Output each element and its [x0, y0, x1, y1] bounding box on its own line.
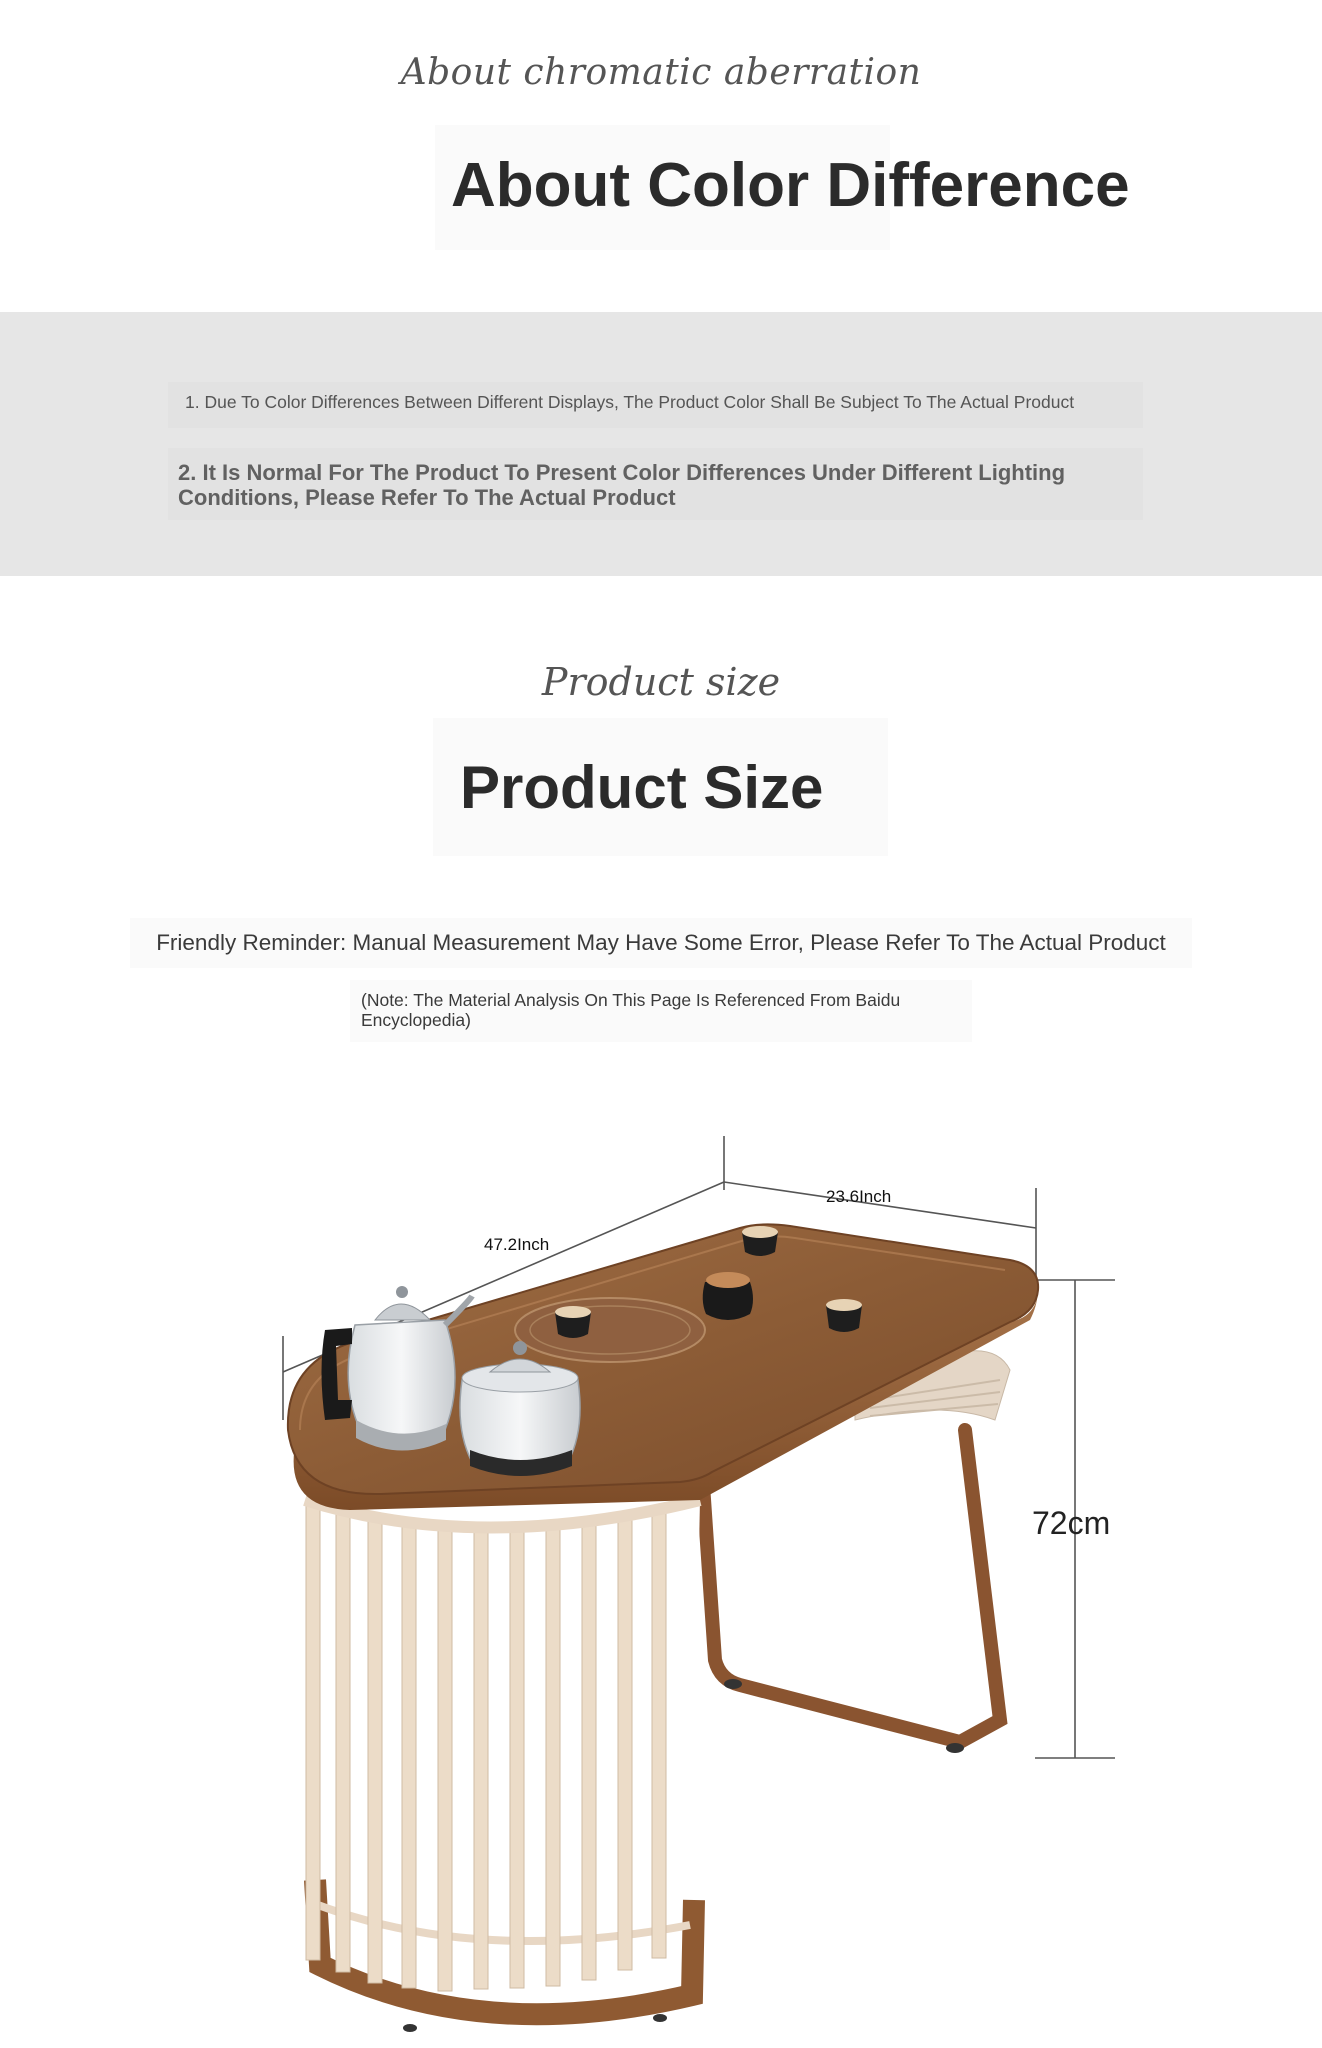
- tea-caddy: [703, 1272, 753, 1320]
- color-note-1: 1. Due To Color Differences Between Different Displays, The Product Color Shall Be Subject To The Actual Product: [185, 392, 1075, 412]
- script-heading-product-size: Product size: [541, 660, 781, 704]
- dimension-width-label: 23.6Inch: [826, 1187, 892, 1206]
- measurement-reminder: Friendly Reminder: Manual Measurement May Have Some Error, Please Refer To The Actual Product: [156, 930, 1166, 955]
- product-illustration: [0, 1090, 1322, 2048]
- notice-band: [0, 312, 1322, 576]
- dimension-length-label: 47.2Inch: [484, 1235, 550, 1254]
- script-heading-chromatic: About chromatic aberration: [400, 52, 922, 93]
- reference-note: (Note: The Material Analysis On This Page Is Referenced From Baidu Encyclopedia): [361, 990, 901, 1030]
- cylinder-base: [305, 1500, 700, 2032]
- dimension-height-label: 72cm: [1032, 1505, 1111, 1541]
- product-size-title: Product Size: [460, 754, 824, 821]
- color-note-2: 2. It Is Normal For The Product To Present Color Differences Under Different Lighting Conditions, Please Refer To The Actual Product: [178, 460, 1066, 510]
- table-frame-legs: [702, 1430, 1000, 1742]
- color-difference-title: About Color Difference: [451, 151, 1130, 220]
